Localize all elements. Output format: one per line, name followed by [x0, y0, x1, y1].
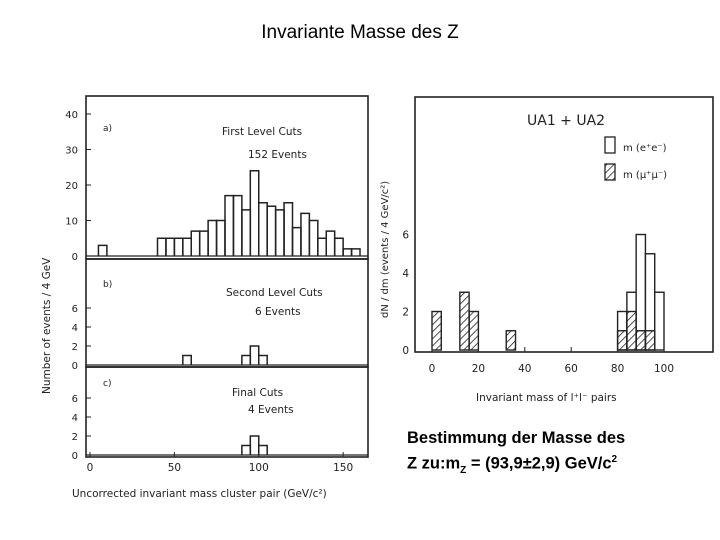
- mumu-bar: [432, 312, 441, 351]
- left-x-axis-label: Uncorrected invariant mass cluster pair (GeV/c²): [72, 488, 327, 500]
- panel-0-bar: [200, 231, 208, 256]
- legend-hatched-label: m (μ⁺μ⁻): [623, 170, 668, 181]
- panel-0-bar: [250, 171, 258, 256]
- panel-1-y-tick-label: 4: [71, 323, 78, 334]
- panel-0-bar: [98, 245, 106, 256]
- caption-line-2: [407, 449, 707, 481]
- ee-bar: [655, 292, 664, 350]
- panel-0-bar: [191, 231, 199, 256]
- caption-subscript: Z: [460, 464, 467, 476]
- panel-0-bar: [208, 221, 216, 257]
- panel-a-label: a): [103, 124, 113, 134]
- panel-2-y-tick-label: 4: [71, 413, 78, 424]
- right-y-tick-label: 4: [402, 268, 409, 280]
- mumu-bar: [460, 292, 469, 350]
- panel-2-y-tick-label: 2: [71, 432, 78, 443]
- panel-1-bar: [250, 346, 258, 365]
- panel-b-subtitle: 6 Events: [255, 306, 301, 318]
- left-figure: [41, 96, 368, 500]
- slide-title: Invariante Masse des Z: [261, 22, 459, 43]
- panel-2-bar: [250, 436, 258, 455]
- panel-2-bar: [242, 446, 250, 456]
- mumu-bar: [618, 331, 627, 350]
- right-x-tick-label: 80: [610, 363, 625, 375]
- left-x-tick-label: 100: [248, 462, 269, 474]
- panel-b-label: b): [103, 280, 113, 290]
- panel-2-y-tick-label: 6: [71, 394, 78, 405]
- mumu-bar: [469, 312, 478, 351]
- panel-0-bar: [259, 203, 267, 256]
- legend-hatched-swatch: [605, 164, 615, 180]
- mumu-bar: [506, 331, 515, 350]
- right-x-tick-label: 60: [564, 363, 578, 375]
- caption-prefix: Z zu:m: [407, 454, 461, 473]
- caption-line-1: Bestimmung der Masse des: [407, 429, 626, 447]
- result-caption: [407, 428, 707, 481]
- panel-0-bar: [284, 203, 292, 256]
- panel-0-y-tick-label: 10: [65, 216, 78, 228]
- right-y-tick-label: 6: [402, 229, 409, 242]
- panel-c-label: c): [103, 379, 112, 389]
- panel-1-bar: [183, 356, 191, 366]
- panel-c-title: Final Cuts: [232, 387, 284, 399]
- right-x-axis-label: Invariant mass of l⁺l⁻ pairs: [476, 392, 617, 404]
- panel-0-bar: [301, 213, 309, 256]
- panel-0-y-tick-label: 20: [65, 181, 78, 192]
- caption-superscript: 2: [611, 454, 618, 465]
- panel-0-bar: [174, 238, 182, 256]
- panel-2-bar: [259, 446, 267, 456]
- legend-open-swatch: [605, 137, 615, 153]
- left-x-tick-label: 50: [167, 462, 182, 474]
- mumu-bar: [627, 312, 636, 351]
- right-x-tick-label: 40: [518, 363, 532, 375]
- panel-0-bar: [276, 210, 284, 256]
- left-y-axis-label: Number of events / 4 GeV: [41, 257, 53, 394]
- panel-0-bar: [225, 196, 233, 256]
- caption-suffix: = (93,9±2,9) GeV/c: [466, 454, 612, 473]
- panel-0-bar: [318, 238, 326, 256]
- panel-0-bar: [217, 221, 225, 257]
- panel-0-bar: [242, 210, 250, 256]
- right-y-axis-label: dN / dm (events / 4 GeV/c²): [380, 180, 391, 318]
- panel-0-bar: [335, 238, 343, 256]
- right-x-tick-label: 100: [653, 363, 675, 375]
- panel-0-bar: [293, 228, 301, 256]
- panel-0-y-tick-label: 0: [71, 252, 78, 263]
- panel-0-bar: [352, 249, 360, 256]
- right-y-tick-label: 2: [402, 306, 409, 319]
- panel-c-subtitle: 4 Events: [248, 404, 294, 416]
- panel-0-bar: [343, 249, 351, 256]
- panel-0-bar: [166, 238, 174, 256]
- panel-0-bar: [183, 238, 191, 256]
- panel-0-bar: [309, 221, 317, 257]
- panel-c-frame: [86, 367, 368, 457]
- panel-0-bar: [233, 196, 241, 256]
- right-y-tick-label: 0: [402, 345, 409, 357]
- panel-1-y-tick-label: 2: [71, 342, 78, 353]
- panel-a-title: First Level Cuts: [222, 126, 303, 138]
- panel-0-y-tick-label: 40: [65, 110, 78, 121]
- mumu-bar: [636, 331, 645, 350]
- panel-a-subtitle: 152 Events: [248, 149, 307, 161]
- right-title: UA1 + UA2: [527, 113, 606, 129]
- panel-b-frame: [86, 259, 368, 367]
- panel-1-bar: [259, 356, 267, 366]
- panel-b-title: Second Level Cuts: [226, 287, 323, 299]
- panel-1-bar: [242, 356, 250, 366]
- panel-2-y-tick-label: 0: [71, 451, 78, 462]
- panel-0-bar: [326, 231, 334, 256]
- right-x-tick-label: 20: [471, 363, 486, 375]
- panel-1-y-tick-label: 6: [71, 304, 78, 315]
- right-x-tick-label: 0: [428, 363, 436, 375]
- left-x-tick-label: 0: [86, 462, 94, 474]
- right-figure: [380, 97, 713, 404]
- legend-open-label: m (e⁺e⁻): [623, 143, 667, 154]
- panel-0-bar: [267, 206, 275, 256]
- panel-0-y-tick-label: 30: [65, 145, 78, 157]
- panel-1-y-tick-label: 0: [71, 361, 78, 372]
- panel-0-bar: [158, 238, 166, 256]
- left-x-tick-label: 150: [333, 462, 354, 474]
- mumu-bar: [645, 331, 654, 350]
